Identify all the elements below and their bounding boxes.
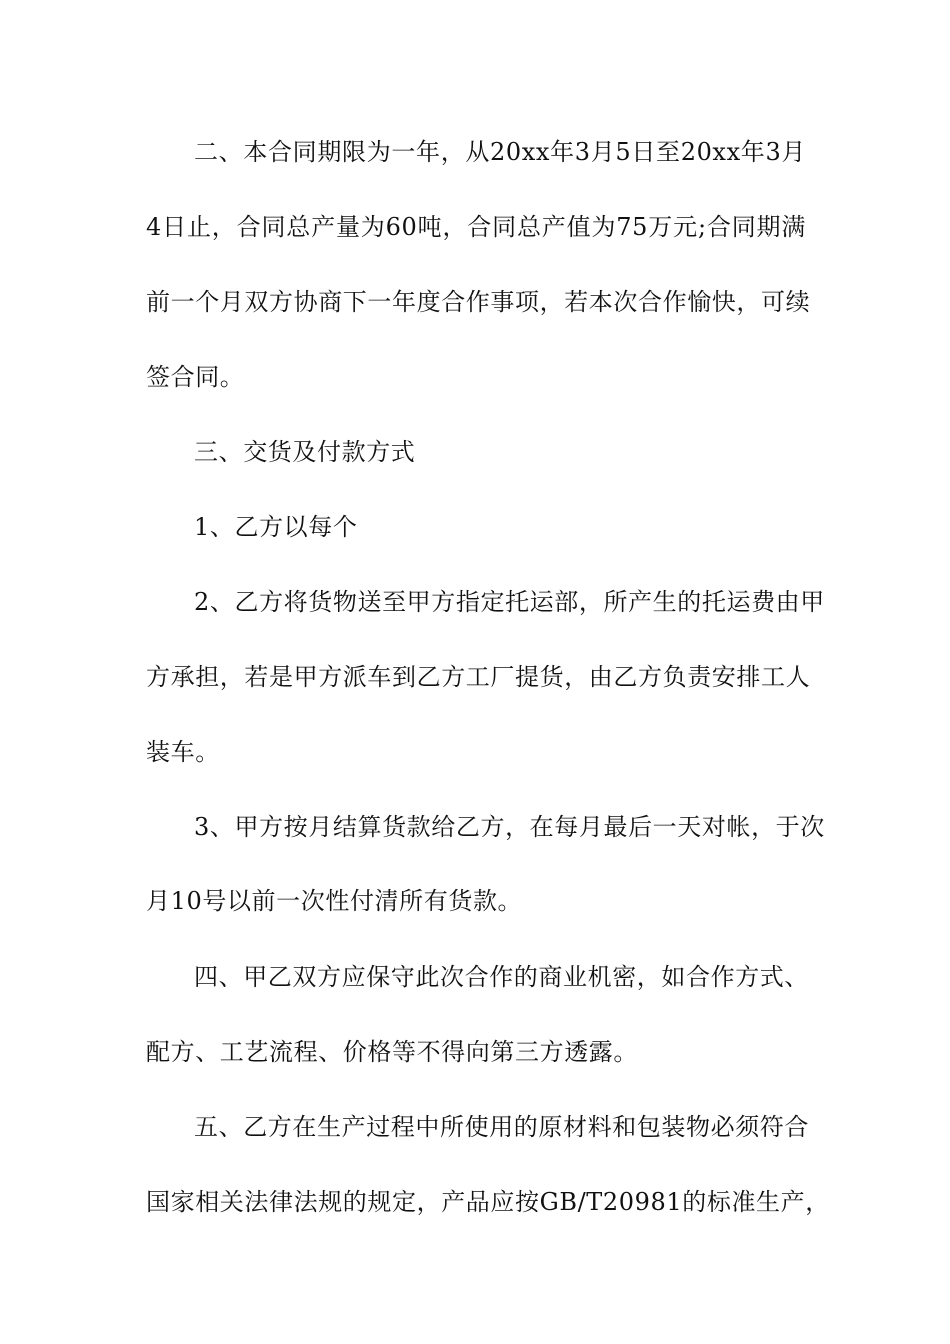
paragraph-line: 方承担，若是甲方派车到乙方工厂提货，由乙方负责安排工人 [146,663,811,691]
paragraph-line: 1、乙方以每个 [194,513,358,541]
paragraph-line: 前一个月双方协商下一年度合作事项，若本次合作愉快，可续 [146,288,811,316]
paragraph-line: 二、本合同期限为一年，从20xx年3月5日至20xx年3月 [194,138,806,166]
paragraph-line: 配方、工艺流程、价格等不得向第三方透露。 [146,1038,638,1066]
paragraph-line: 4日止，合同总产量为60吨，合同总产值为75万元;合同期满 [146,213,806,241]
paragraph-line: 2、乙方将货物送至甲方指定托运部，所产生的托运费由甲 [194,588,825,616]
paragraph-line: 四、甲乙双方应保守此次合作的商业机密，如合作方式、 [194,963,809,991]
paragraph-line: 签合同。 [146,363,245,391]
section-heading: 三、交货及付款方式 [194,438,416,466]
paragraph-line: 装车。 [146,738,220,766]
paragraph-line: 月10号以前一次性付清所有货款。 [146,887,523,915]
paragraph-line: 3、甲方按月结算货款给乙方，在每月最后一天对帐，于次 [194,813,825,841]
paragraph-line: 国家相关法律法规的规定，产品应按GB/T20981的标准生产， [146,1188,830,1216]
paragraph-line: 五、乙方在生产过程中所使用的原材料和包装物必须符合 [194,1113,809,1141]
